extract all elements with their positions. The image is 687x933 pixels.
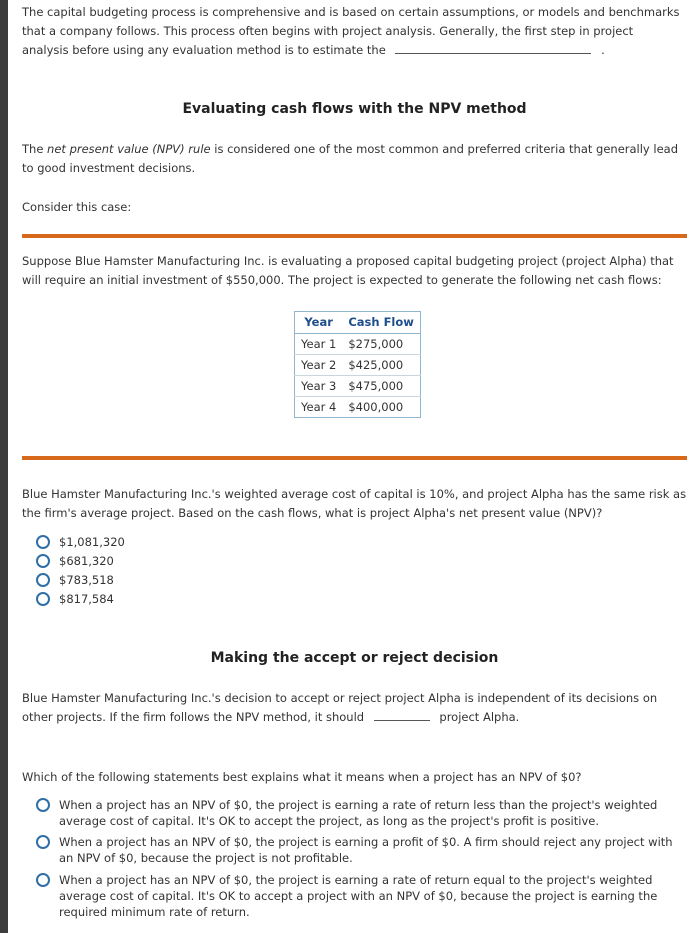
npv-intro-lead: The (22, 142, 48, 156)
radio-button[interactable] (36, 535, 50, 549)
option-label: When a project has an NPV of $0, the project is earning a profit of $0. A firm should reject any project with an NPV of $0, because the project is not profitable. (59, 835, 673, 865)
intro-paragraph (22, 3, 682, 60)
intro-end: . (601, 43, 605, 57)
option-label: When a project has an NPV of $0, the project is earning a rate of return equal to the project's weighted average cost of capital. It's OK to accept a project with an NPV of $0, because the project is earning the required minimum rate of return. (59, 873, 658, 919)
radio-button[interactable] (36, 592, 50, 606)
year-cell: Year 4 (301, 400, 337, 414)
left-border (0, 0, 8, 933)
option-label: $681,320 (59, 554, 114, 568)
npv-option-3[interactable] (36, 571, 114, 590)
radio-button[interactable] (36, 798, 50, 812)
table-row (295, 355, 421, 376)
npv-option-4[interactable] (36, 590, 114, 609)
npv-zero-option-2[interactable] (36, 834, 687, 866)
option-label: $817,584 (59, 592, 114, 606)
table-row (295, 376, 421, 397)
column-header-year: Year (295, 312, 343, 334)
section-heading-npv: Evaluating cash flows with the NPV method (182, 101, 527, 117)
section-heading-decision: Making the accept or reject decision (210, 650, 499, 666)
decision-text-end: project Alpha. (439, 710, 520, 724)
consider-label: Consider this case: (22, 200, 132, 214)
decision-text: Blue Hamster Manufacturing Inc.'s decision to accept or reject project Alpha is independent of its decisions on other projects. If the firm follows the NPV method, it should (22, 691, 658, 724)
table-header-row (295, 312, 421, 334)
npv-option-1[interactable] (36, 533, 125, 552)
radio-button[interactable] (36, 835, 50, 849)
option-label: $783,518 (59, 573, 114, 587)
cash-flow-cell: $425,000 (342, 355, 420, 376)
cash-flow-cell: $400,000 (348, 400, 404, 414)
accept-reject-blank-dropdown[interactable] (374, 708, 430, 721)
npv-option-2[interactable] (36, 552, 114, 571)
table-row (295, 334, 421, 355)
cash-flow-cell: $475,000 (342, 376, 420, 397)
radio-button[interactable] (36, 573, 50, 587)
option-label: When a project has an NPV of $0, the project is earning a rate of return less than the project's weighted average cost of capital. It's OK to accept the project, as long as the project's profit is positive. (59, 798, 658, 828)
case-top-rule (22, 234, 687, 238)
npv-rule-term: net present value (NPV) rule (47, 142, 211, 156)
option-label: $1,081,320 (59, 535, 125, 549)
cash-flow-cell: $275,000 (342, 334, 420, 355)
npv-zero-option-3[interactable] (36, 872, 687, 920)
case-bottom-rule (22, 456, 687, 460)
decision-paragraph (22, 689, 687, 727)
case-paragraph: Suppose Blue Hamster Manufacturing Inc. is evaluating a proposed capital budgeting project (project Alpha) that will require an initial investment of $550,000. The project is expected to generate the following net cash flows: (22, 254, 674, 287)
estimate-blank-dropdown[interactable] (395, 41, 591, 54)
year-cell: Year 3 (295, 376, 343, 397)
column-header-cash-flow: Cash Flow (342, 312, 420, 334)
npv-zero-question: Which of the following statements best explains what it means when a project has an NPV of $0? (22, 770, 582, 784)
npv-intro-rest: is considered one of the most common and preferred criteria that generally lead to good investment decisions. (22, 142, 679, 175)
npv-intro-paragraph (22, 140, 687, 178)
radio-button[interactable] (36, 554, 50, 568)
npv-zero-option-1[interactable] (36, 797, 687, 829)
radio-button[interactable] (36, 873, 50, 887)
intro-text: The capital budgeting process is comprehensive and is based on certain assumptions, or models and benchmarks that a company follows. This process often begins with project analysis. Generally, the first step in project analysis before using any evaluation method is to estimate the (22, 5, 680, 57)
year-cell: Year 2 (295, 355, 343, 376)
cash-flow-table (294, 311, 421, 418)
npv-question: Blue Hamster Manufacturing Inc.'s weighted average cost of capital is 10%, and project Alpha has the same risk as the firm's average project. Based on the cash flows, what is project Alpha's net present value (NPV)? (22, 487, 687, 520)
table-row (295, 397, 421, 418)
year-cell: Year 1 (295, 334, 343, 355)
